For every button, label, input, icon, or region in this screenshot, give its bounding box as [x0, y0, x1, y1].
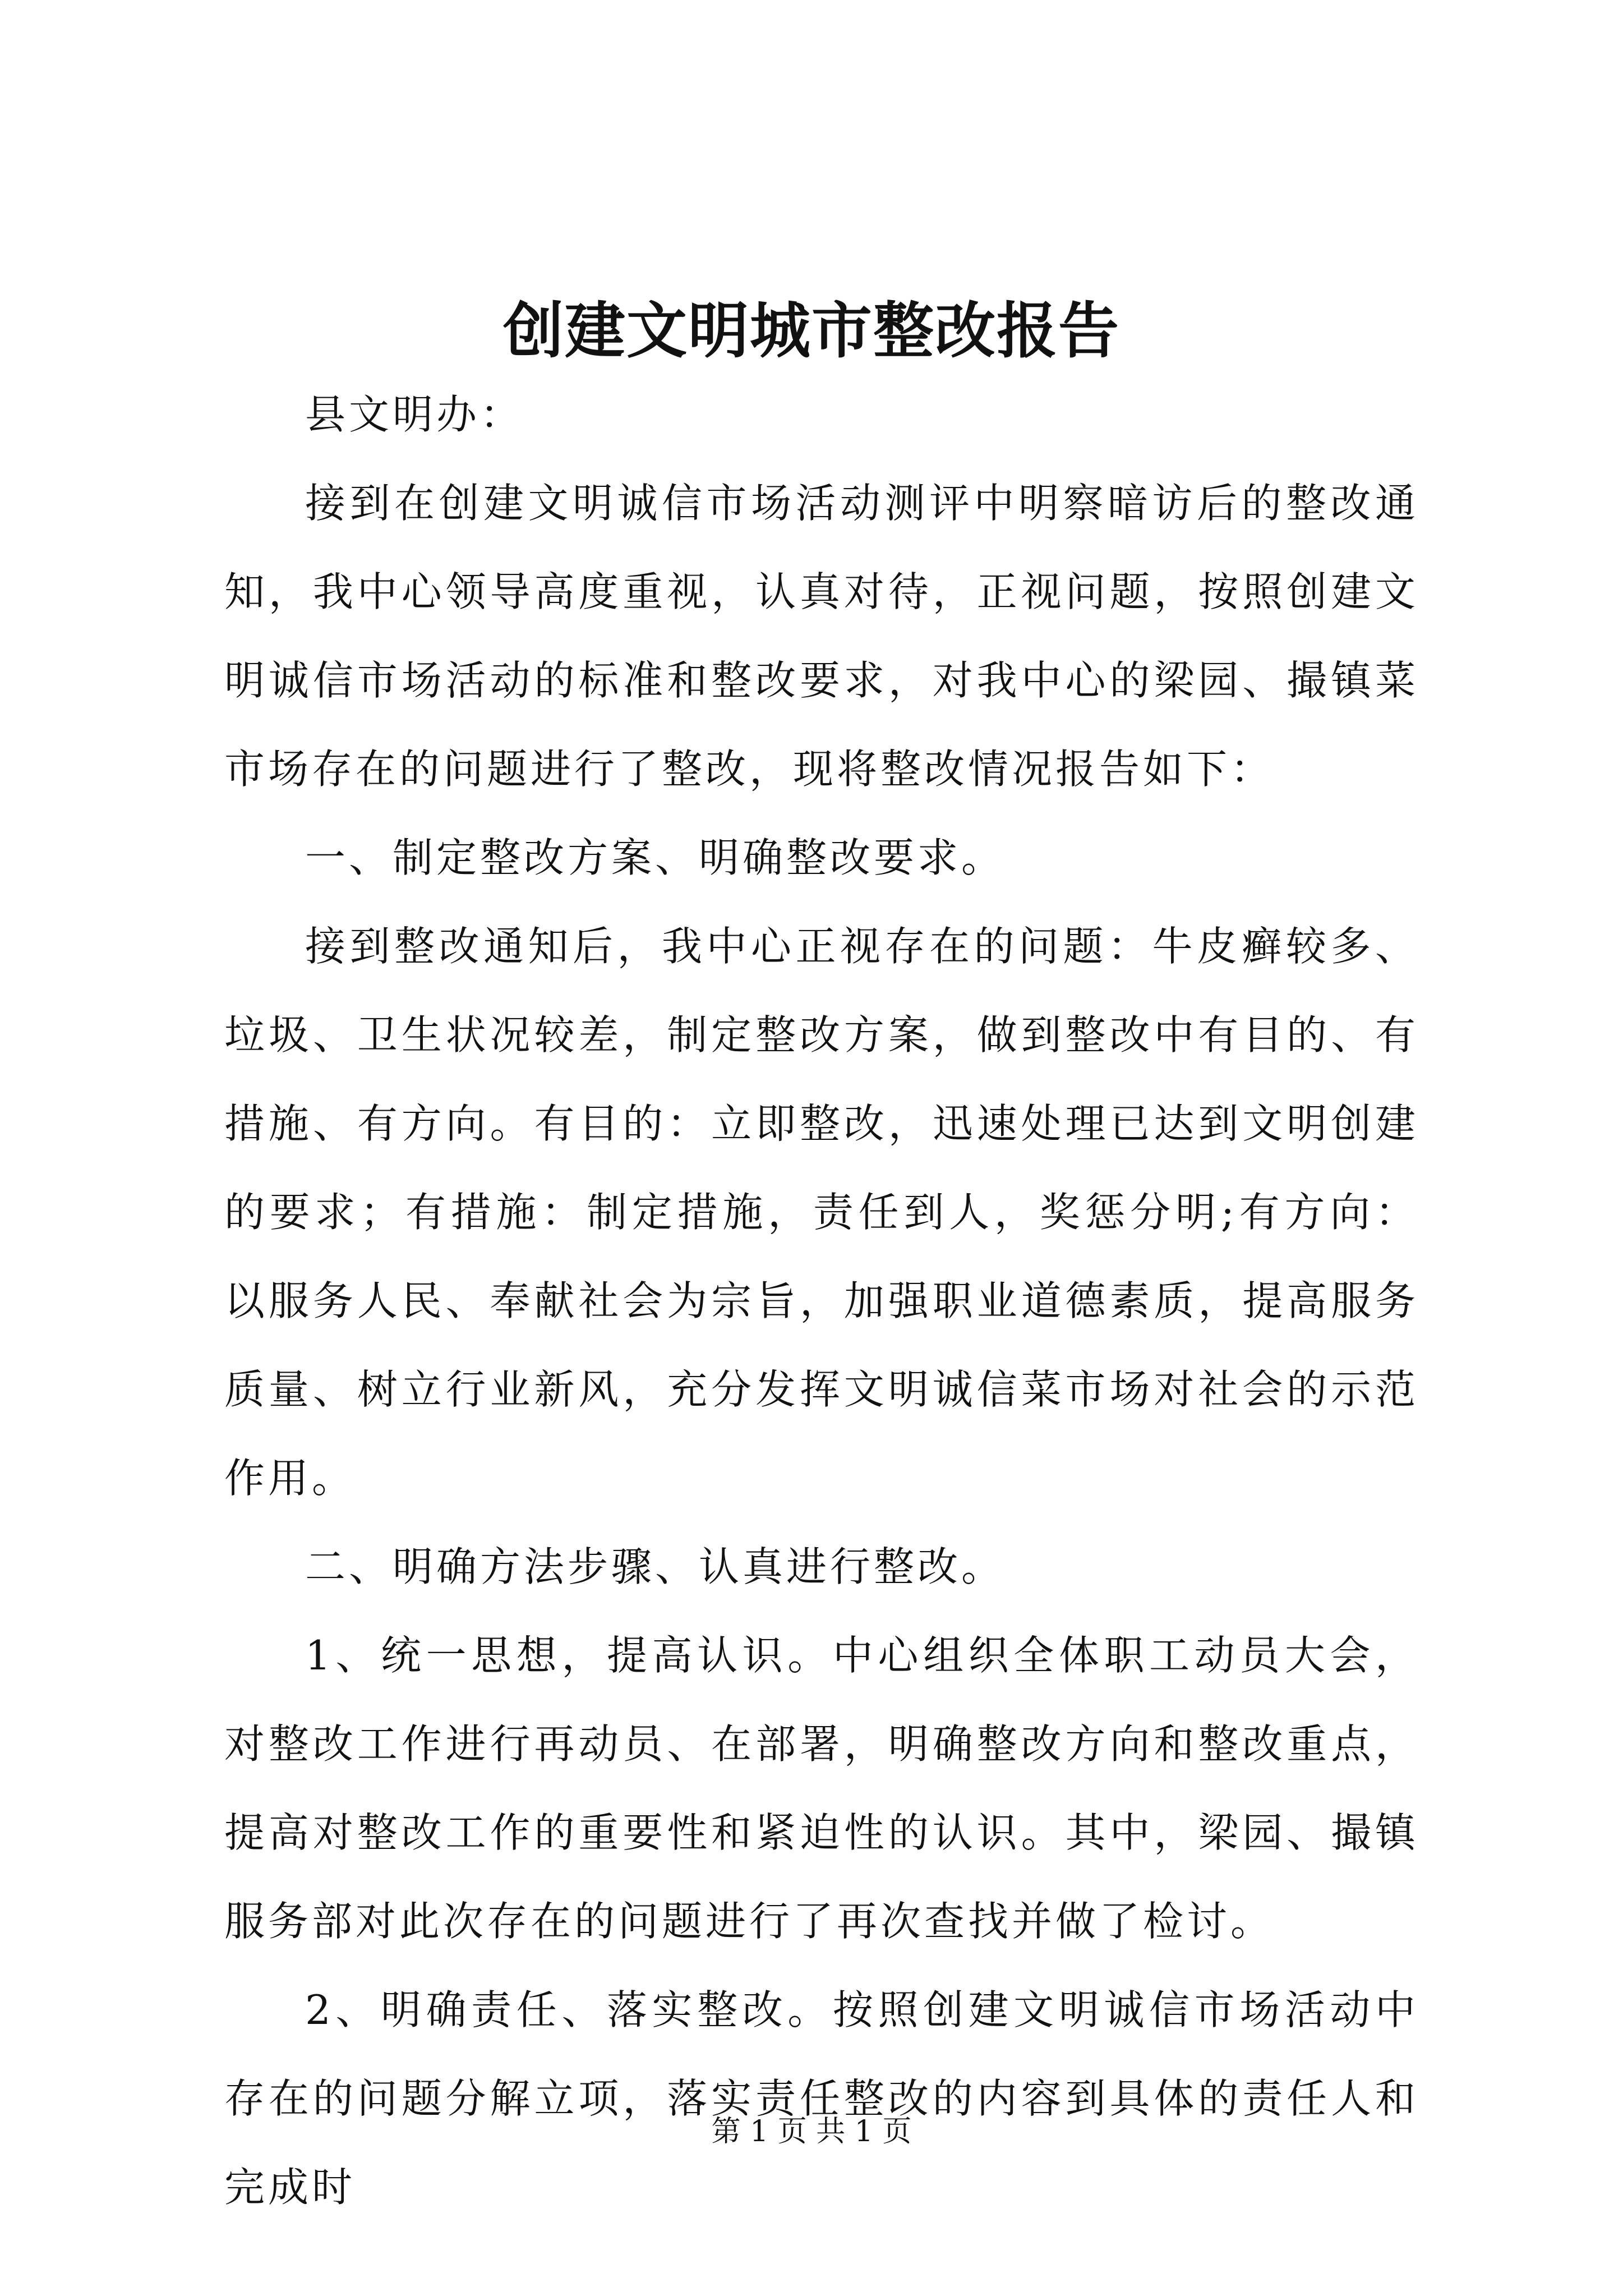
section-heading-2: 二、明确方法步骤、认真进行整改。 — [305, 1543, 1006, 1590]
section-heading-1: 一、制定整改方案、明确整改要求。 — [305, 834, 1006, 881]
paragraph-item-2: 2、明确责任、落实整改。按照创建文明诚信市场活动中存在的问题分解立项，落实责任整改的内容到具体的责任人和完成时 — [224, 1986, 1419, 2211]
paragraph-section-1: 接到整改通知后，我中心正视存在的问题：牛皮癣较多、垃圾、卫生状况较差，制定整改方案，做到整改中有目的、有措施、有方向。有目的：立即整改，迅速处理已达到文明创建的要求；有措施：制定措施，责任到人，奖惩分明;有方向：以服务人民、奉献社会为宗旨，加强职业道德素质，提高服务质量、树立行业新风，充分发挥文明诚信菜市场对社会的示范作用。 — [224, 923, 1419, 1502]
paragraph-intro: 接到在创建文明诚信市场活动测评中明察暗访后的整改通知，我中心领导高度重视，认真对待，正视问题，按照创建文明诚信市场活动的标准和整改要求，对我中心的梁园、撮镇菜市场存在的问题进行了整改，现将整改情况报告如下： — [224, 480, 1419, 793]
salutation: 县文明办： — [305, 391, 524, 438]
paragraph-item-1: 1、统一思想，提高认识。中心组织全体职工动员大会，对整改工作进行再动员、在部署，明确整改方向和整改重点，提高对整改工作的重要性和紧迫性的认识。其中，梁园、撮镇服务部对此次存在的问题进行了再次查找并做了检讨。 — [224, 1632, 1419, 1945]
document-body — [224, 370, 1419, 2231]
document-title: 创建文明城市整改报告 — [502, 296, 1120, 366]
page-number-footer: 第 1 页 共 1 页 — [711, 2115, 912, 2148]
